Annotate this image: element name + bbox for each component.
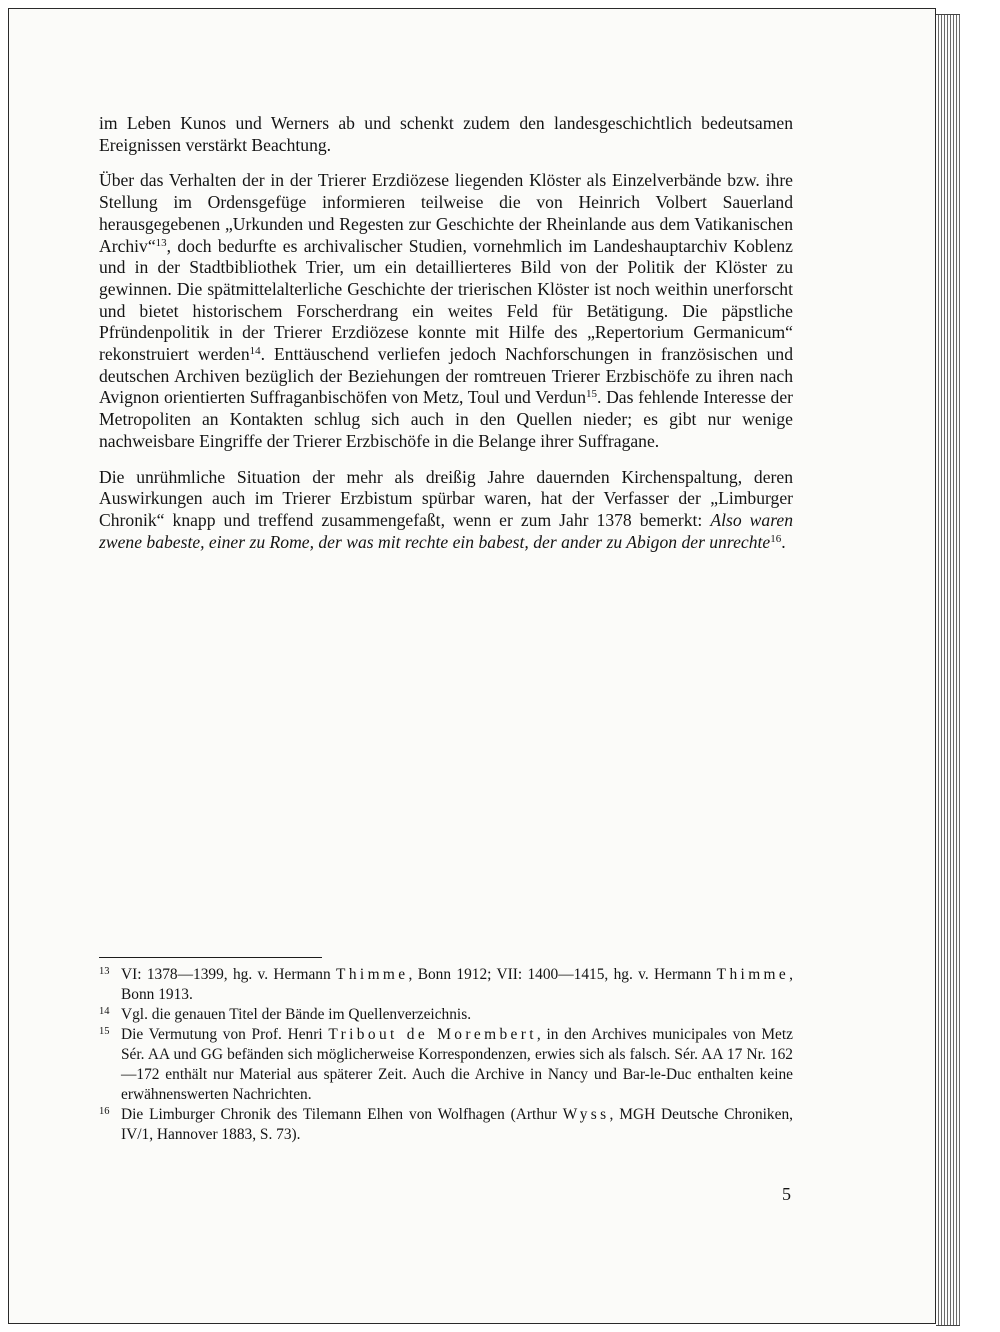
footnote-ref-15: 15 — [586, 388, 598, 401]
footnote-text: Vgl. die genauen Titel der Bände im Quellenverzeichnis. — [121, 1006, 472, 1023]
main-text — [99, 113, 793, 553]
footnote-14 — [99, 1005, 793, 1025]
author-name: Wyss — [562, 1106, 610, 1123]
footnote-text: , MGH Deutsche Chroniken, IV/1, Hannover 1883, S. 73). — [121, 1106, 794, 1143]
footnote-text: , Bonn 1913. — [121, 966, 793, 1003]
footnote-number: 14 — [99, 1006, 110, 1017]
footnote-text: , in den Archives municipales von Metz Sér. AA und GG befänden sich möglicherweise Korrespondenzen, erwies sich als falsch. Sér. AA 17 Nr. 162—172 enthält nur Material aus späterer Zeit. Auch die Archive in Nancy und Bar-le-Duc enthalten keine erwähnenswerten Nachrichten. — [121, 1026, 793, 1103]
paragraph-3-end: . — [781, 531, 786, 552]
footnote-15 — [99, 1025, 793, 1105]
book-page-edges — [936, 14, 960, 1326]
paragraph-1-text: im Leben Kunos und Werners ab und schenkt zudem den landesgeschichtlich bedeutsamen Ereignissen verstärkt Beachtung. — [99, 113, 793, 155]
author-name: Thimme — [336, 966, 409, 983]
paragraph-2-text-d: . Das fehlende Interesse der Metropoliten an Kontakten schlug sich auch in den Quellen nieder; es gibt nur wenige nachweisbare Eingriffe der Trierer Erzbischöfe in die Belange ihrer Suffragane. — [99, 387, 794, 451]
author-name: Tribout de Morembert — [328, 1026, 537, 1043]
chronicle-quote: Also waren zwene babeste, einer zu Rome, der was mit rechte ein babest, der ander zu Abigon der unrechte — [99, 509, 793, 552]
author-name: Thimme — [716, 966, 790, 983]
footnote-separator — [99, 957, 322, 958]
paragraph-3-text: Die unrühmliche Situation der mehr als dreißig Jahre dauernden Kirchenspaltung, deren Auswirkungen auch im Trierer Erzbistum spürbar waren, hat der Verfasser der „Limburger Chronik“ knapp und treffend zusammengefaßt, wenn er zum Jahr 1378 bemerkt: — [99, 466, 793, 530]
footnote-text: Die Vermutung von Prof. Henri — [121, 1026, 329, 1043]
paragraph-2-text-a: Über das Verhalten der in der Trierer Erzdiözese liegenden Klöster als Einzelverbände bzw. ihre Stellung im Ordensgefüge informieren teilweise die von Heinrich Volbert Sauerland herausgegebenen „Urkunden und Regesten zur Geschichte der Rheinlande aus dem Vatikanischen Archiv“ — [99, 170, 793, 256]
footnotes — [99, 965, 793, 1145]
page-number: 5 — [782, 1184, 791, 1204]
footnote-text: VI: 1378—1399, hg. v. Hermann — [121, 966, 337, 983]
footnote-16 — [99, 1105, 793, 1145]
footnote-text: Die Limburger Chronik des Tilemann Elhen von Wolfhagen (Arthur — [121, 1106, 563, 1123]
paragraph-2-text-c: . Enttäuschend verliefen jedoch Nachforschungen in französischen und deutschen Archiven bezüglich der Beziehungen der romtreuen Trierer Erzbischöfe zu ihren nach Avignon orientierten Suffraganbischöfen von Metz, Toul und Verdun — [99, 344, 793, 408]
footnote-ref-16: 16 — [770, 532, 782, 545]
paragraph-2-text-b: , doch bedurfte es archivalischer Studien, vornehmlich im Landeshauptarchiv Koblenz und in der Stadtbibliothek Trier, um ein detaillierteres Bild von der Politik der Klöster zu gewinnen. Die spätmittelalterliche Geschichte der trierischen Klöster ist noch weithin unerforscht und bietet historischem Forscherdrang ein weites Feld für Betätigung. Die päpstliche Pfründenpolitik in der Trierer Erzdiözese konnte mit Hilfe des „Repertorium Germanicum“ rekonstruiert werden — [99, 235, 793, 365]
footnote-ref-14: 14 — [249, 345, 261, 358]
paragraph-3 — [99, 467, 793, 554]
paragraph-1 — [99, 113, 793, 156]
footnote-ref-13: 13 — [155, 236, 167, 249]
footnote-number: 13 — [99, 966, 110, 977]
footnote-number: 16 — [99, 1106, 110, 1117]
footnote-13 — [99, 965, 793, 1005]
footnote-text: , Bonn 1912; VII: 1400—1415, hg. v. Hermann — [408, 966, 717, 983]
paragraph-2 — [99, 170, 793, 452]
footnote-number: 15 — [99, 1026, 110, 1037]
